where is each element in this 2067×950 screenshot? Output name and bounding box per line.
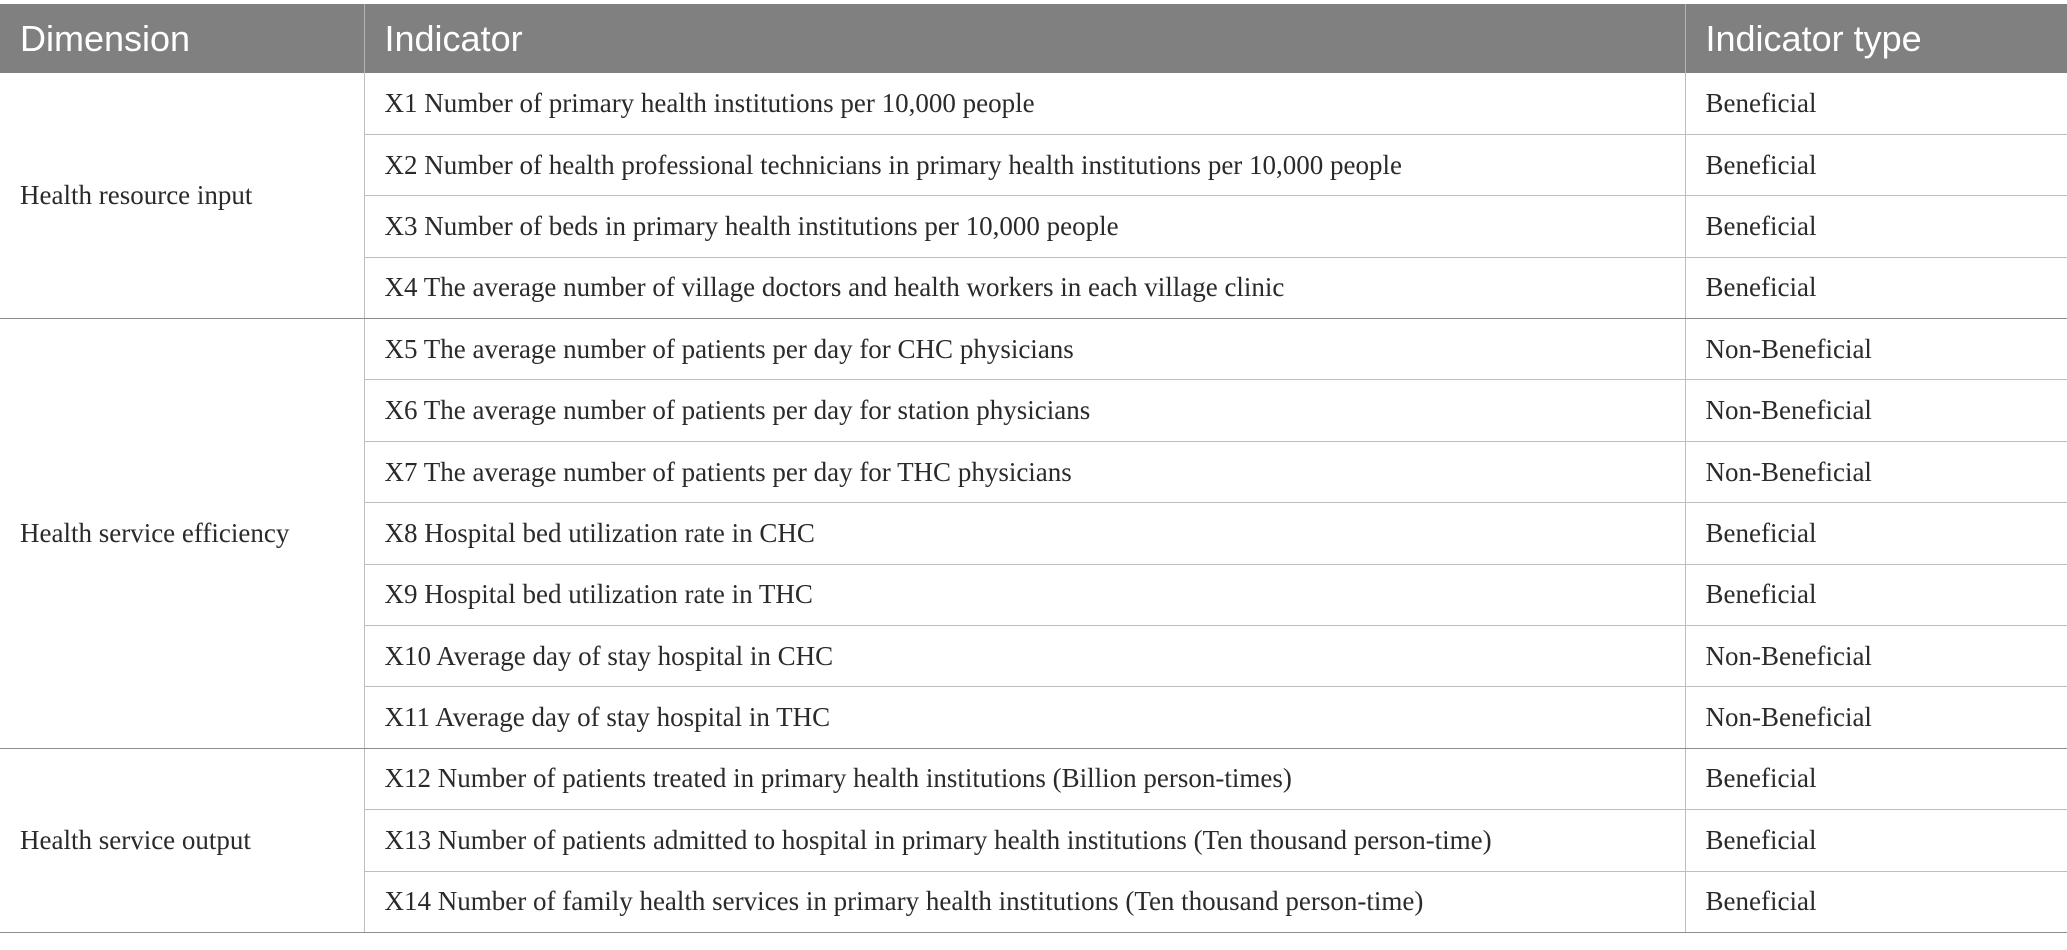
dimension-cell: Health resource input (0, 73, 364, 319)
indicator-cell: X1 Number of primary health institutions per 10,000 people (364, 73, 1685, 134)
table-header (0, 4, 2067, 73)
indicator-type-cell: Beneficial (1685, 257, 2067, 318)
indicator-type-cell: Beneficial (1685, 810, 2067, 871)
indicator-type-cell: Beneficial (1685, 748, 2067, 809)
dimension-cell: Health service efficiency (0, 319, 364, 749)
indicator-type-cell: Beneficial (1685, 564, 2067, 625)
indicator-type-cell: Beneficial (1685, 73, 2067, 134)
indicator-cell: X5 The average number of patients per day for CHC physicians (364, 319, 1685, 380)
table-body (0, 73, 2067, 932)
header-dimension: Dimension (0, 4, 364, 73)
indicator-cell: X11 Average day of stay hospital in THC (364, 687, 1685, 748)
indicator-cell: X10 Average day of stay hospital in CHC (364, 626, 1685, 687)
indicator-type-cell: Non-Beneficial (1685, 687, 2067, 748)
table-row (0, 319, 2067, 380)
indicator-type-cell: Beneficial (1685, 503, 2067, 564)
indicator-type-cell: Non-Beneficial (1685, 319, 2067, 380)
indicator-cell: X9 Hospital bed utilization rate in THC (364, 564, 1685, 625)
indicator-type-cell: Beneficial (1685, 196, 2067, 257)
header-indicator: Indicator (364, 4, 1685, 73)
dimension-cell: Health service output (0, 748, 364, 932)
indicator-cell: X3 Number of beds in primary health institutions per 10,000 people (364, 196, 1685, 257)
indicator-cell: X2 Number of health professional technicians in primary health institutions per 10,000 people (364, 134, 1685, 195)
indicator-type-cell: Beneficial (1685, 871, 2067, 932)
indicator-type-cell: Non-Beneficial (1685, 626, 2067, 687)
indicator-type-cell: Non-Beneficial (1685, 380, 2067, 441)
indicator-table (0, 4, 2067, 933)
indicator-cell: X14 Number of family health services in primary health institutions (Ten thousand person-time) (364, 871, 1685, 932)
indicator-cell: X13 Number of patients admitted to hospital in primary health institutions (Ten thousand person-time) (364, 810, 1685, 871)
indicator-type-cell: Beneficial (1685, 134, 2067, 195)
indicator-cell: X7 The average number of patients per day for THC physicians (364, 441, 1685, 502)
indicator-cell: X8 Hospital bed utilization rate in CHC (364, 503, 1685, 564)
indicator-cell: X4 The average number of village doctors and health workers in each village clinic (364, 257, 1685, 318)
indicator-cell: X6 The average number of patients per day for station physicians (364, 380, 1685, 441)
header-indicator-type: Indicator type (1685, 4, 2067, 73)
table-row (0, 73, 2067, 134)
indicator-type-cell: Non-Beneficial (1685, 441, 2067, 502)
table-row (0, 748, 2067, 809)
header-row (0, 4, 2067, 73)
indicator-cell: X12 Number of patients treated in primary health institutions (Billion person-times) (364, 748, 1685, 809)
